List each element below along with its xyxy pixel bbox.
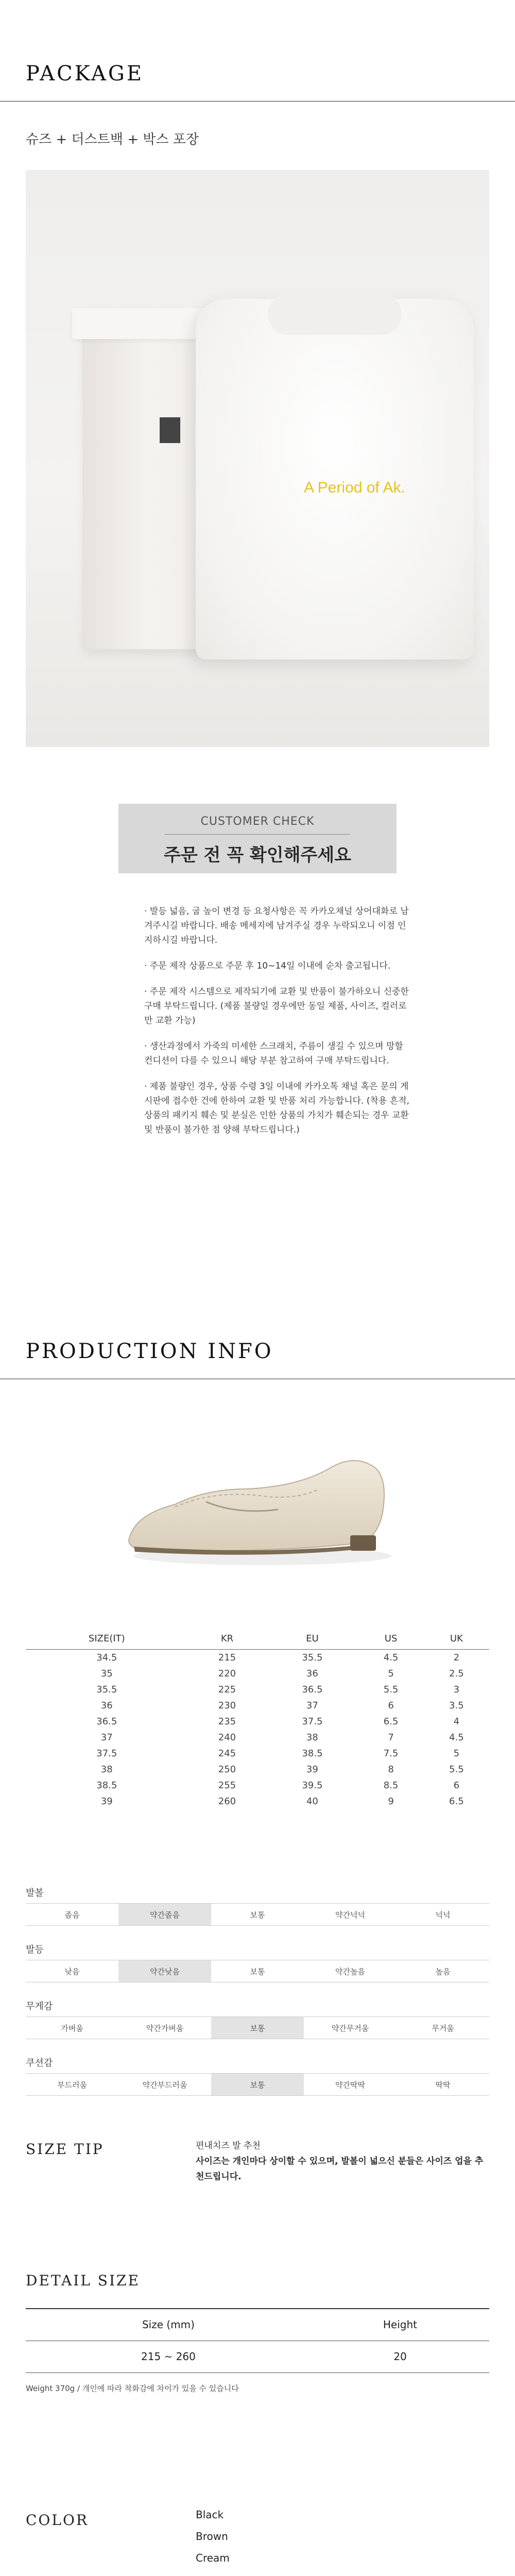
fit-option-scale <box>26 2073 489 2096</box>
fit-option-selected: 약간낮음 <box>118 1960 211 1982</box>
fit-option-cell: 좁음 <box>64 1910 80 1920</box>
note-item: · 주문 제작 시스템으로 제작되기에 교환 및 반품이 불가하오니 신중한 구매 부탁드립니다. (제품 불량일 경우에만 동일 제품, 사이즈, 컬러로만 교환 가능) <box>144 987 409 1026</box>
fit-option-scale <box>26 1960 489 1982</box>
fit-option-cell: 약간가벼움 <box>146 2023 184 2033</box>
size-cell: 36 <box>100 1700 113 1711</box>
note-item: · 생산과정에서 가죽의 미세한 스크래치, 주름이 생길 수 있으며 망할 컨디션이 다를 수 있으니 해당 부분 참고하여 구매 부탁드립니다. <box>144 1041 403 1066</box>
size-cell: 6 <box>388 1700 394 1711</box>
size-table-row <box>26 1793 489 1809</box>
customer-notes <box>144 904 412 1148</box>
size-cell: 38 <box>100 1764 113 1775</box>
customer-check-box <box>118 804 397 873</box>
size-cell: 230 <box>218 1700 236 1711</box>
size-cell: 3.5 <box>449 1700 464 1711</box>
size-cell: 225 <box>218 1684 236 1695</box>
color-list <box>196 2504 230 2569</box>
fit-option-cell: 가벼움 <box>61 2023 83 2033</box>
check-divider <box>165 834 350 835</box>
fit-option-scale <box>26 1903 489 1926</box>
size-cell: 39 <box>306 1764 318 1775</box>
size-cell: 260 <box>218 1795 236 1807</box>
fit-option-title: 발등 <box>26 1944 44 1955</box>
fit-options <box>26 1886 489 2112</box>
size-header-cell: EU <box>266 1628 358 1650</box>
fit-option-cell: 딱딱 <box>435 2080 451 2090</box>
size-cell: 4.5 <box>449 1732 464 1743</box>
fit-option-cell: 보통 <box>250 1910 265 1920</box>
size-cell: 37 <box>100 1732 113 1743</box>
production-title: PRODUCTION INFO <box>26 1340 273 1363</box>
size-cell: 35 <box>100 1668 113 1679</box>
fit-option-selected: 보통 <box>211 2017 304 2039</box>
size-cell: 250 <box>218 1764 236 1775</box>
size-cell: 255 <box>218 1780 236 1791</box>
customer-check-headline: 주문 전 꼭 확인해주세요 <box>164 845 351 866</box>
fit-option-group <box>26 2056 489 2112</box>
fit-option-cell: 보통 <box>250 1967 265 1976</box>
note-item: · 제품 불량인 경우, 상품 수령 3일 이내에 카카오톡 채널 혹은 문의 게시판에 접수한 건에 한하여 교환 및 반품 처리 가능합니다. (착용 흔적, 상품의 패키지 훼손 및 분실은 인한 상품의 가치가 훼손되는 경우 교환 및 반품이 불가한 점 양해 부탁드립니다.) <box>144 1081 409 1135</box>
detail-value-cell: 20 <box>311 2341 489 2372</box>
size-cell: 5.5 <box>383 1684 399 1695</box>
fit-option-cell: 약간무거움 <box>331 2023 369 2033</box>
size-cell: 36 <box>306 1668 318 1679</box>
size-cell: 40 <box>306 1795 318 1807</box>
size-cell: 3 <box>453 1684 460 1695</box>
detail-value-cell: 215 ~ 260 <box>26 2341 311 2372</box>
color-item: Black <box>196 2509 224 2521</box>
bag-drawstring <box>268 294 402 335</box>
dust-bag-print: A Period of Ak. <box>304 479 405 496</box>
size-cell: 8 <box>388 1764 394 1775</box>
color-title: COLOR <box>26 2512 89 2529</box>
size-cell: 215 <box>218 1652 236 1663</box>
size-cell: 36.5 <box>302 1684 323 1695</box>
fit-option-cell: 약간딱딱 <box>335 2080 365 2090</box>
fit-option-cell: 낮음 <box>64 1967 80 1976</box>
size-cell: 235 <box>218 1716 236 1727</box>
fit-option-title: 발볼 <box>26 1888 44 1899</box>
size-cell: 8.5 <box>383 1780 399 1791</box>
size-cell: 39 <box>100 1795 113 1807</box>
size-table-row <box>26 1650 489 1666</box>
size-cell: 39.5 <box>302 1780 323 1791</box>
size-tip-text <box>196 2138 489 2184</box>
size-cell: 37.5 <box>302 1716 323 1727</box>
color-item: Cream <box>196 2552 230 2564</box>
size-header-cell: UK <box>424 1628 489 1650</box>
size-cell: 4 <box>453 1716 460 1727</box>
size-table-row <box>26 1777 489 1793</box>
size-table-row <box>26 1745 489 1761</box>
fit-option-cell: 부드러움 <box>57 2080 87 2090</box>
package-title: PACKAGE <box>26 62 144 86</box>
dust-bag <box>196 299 474 659</box>
size-header-cell: KR <box>188 1628 267 1650</box>
size-cell: 2 <box>453 1652 460 1663</box>
size-cell: 7 <box>388 1732 394 1743</box>
size-cell: 37 <box>306 1700 318 1711</box>
size-cell: 2.5 <box>449 1668 464 1679</box>
size-cell: 6.5 <box>449 1795 464 1807</box>
size-table-row <box>26 1666 489 1682</box>
fit-option-title: 쿠션감 <box>26 2058 53 2069</box>
fit-option-cell: 약간넉넉 <box>335 1910 365 1920</box>
detail-note: Weight 370g / 개인에 따라 착화감에 차이가 있을 수 있습니다 <box>26 2384 239 2393</box>
fit-option-cell: 약간높음 <box>335 1967 365 1976</box>
fit-option-group <box>26 1942 489 1999</box>
size-tip-line: 편내치즈 발 추천 <box>196 2141 261 2151</box>
size-cell: 7.5 <box>383 1748 399 1759</box>
size-cell: 35.5 <box>96 1684 117 1695</box>
size-cell: 35.5 <box>302 1652 323 1663</box>
size-cell: 4.5 <box>383 1652 399 1663</box>
size-cell: 6.5 <box>383 1716 399 1727</box>
size-cell: 220 <box>218 1668 236 1679</box>
size-cell: 240 <box>218 1732 236 1743</box>
size-tip-line: 사이즈는 개인마다 상이할 수 있으며, 발볼이 넓으신 분들은 사이즈 업을 추천드립니다. <box>196 2156 484 2182</box>
size-header-cell: US <box>358 1628 423 1650</box>
size-cell: 38.5 <box>96 1780 117 1791</box>
detail-size-title: DETAIL SIZE <box>26 2272 140 2289</box>
fit-option-cell: 높음 <box>435 1967 451 1976</box>
package-subtitle: 슈즈 + 더스트백 + 박스 포장 <box>26 132 199 147</box>
size-cell: 5 <box>388 1668 394 1679</box>
customer-check-label: CUSTOMER CHECK <box>200 815 315 828</box>
note-item: · 주문 제작 상품으로 주문 후 10~14일 이내에 순차 출고됩니다. <box>144 961 391 971</box>
size-cell: 6 <box>453 1780 460 1791</box>
detail-size-table <box>26 2308 489 2373</box>
color-item: Brown <box>196 2530 228 2543</box>
size-cell: 37.5 <box>96 1748 117 1759</box>
size-conversion-table <box>26 1628 489 1809</box>
package-photo <box>26 170 489 747</box>
size-cell: 5.5 <box>449 1764 464 1775</box>
loafer-photo <box>113 1412 402 1577</box>
fit-option-group <box>26 1886 489 1942</box>
size-cell: 36.5 <box>96 1716 117 1727</box>
fit-option-cell: 약간부드러움 <box>142 2080 187 2090</box>
detail-header-cell: Size (mm) <box>26 2309 311 2341</box>
size-tip-title: SIZE TIP <box>26 2141 104 2158</box>
detail-header-cell: Height <box>311 2309 489 2341</box>
size-table-row <box>26 1682 489 1698</box>
fit-option-cell: 무거움 <box>432 2023 454 2033</box>
size-cell: 34.5 <box>96 1652 117 1663</box>
size-table-row <box>26 1698 489 1714</box>
size-cell: 9 <box>388 1795 394 1807</box>
fit-option-title: 무게감 <box>26 2001 53 2012</box>
fit-option-scale <box>26 2016 489 2039</box>
size-header-cell: SIZE(IT) <box>26 1628 188 1650</box>
size-table-row <box>26 1730 489 1745</box>
size-table-header <box>26 1628 489 1650</box>
size-cell: 38 <box>306 1732 318 1743</box>
production-header <box>0 1340 515 1379</box>
fit-option-cell: 넉넉 <box>435 1910 451 1920</box>
size-table-row <box>26 1761 489 1777</box>
size-cell: 245 <box>218 1748 236 1759</box>
fit-option-selected: 약간좁음 <box>118 1904 211 1925</box>
size-cell: 5 <box>453 1748 460 1759</box>
fit-option-group <box>26 1999 489 2056</box>
note-item: · 발등 넓음, 굽 높이 변경 등 요청사항은 꼭 카카오채널 상어대화로 남겨주시길 바랍니다. 배송 메세지에 남겨주실 경우 누락되오니 이점 인지하시길 바랍니다. <box>144 906 409 945</box>
fit-option-selected: 보통 <box>211 2074 304 2095</box>
package-header <box>0 62 515 101</box>
size-table-row <box>26 1714 489 1730</box>
size-cell: 38.5 <box>302 1748 323 1759</box>
brand-logo-icon <box>160 417 180 443</box>
